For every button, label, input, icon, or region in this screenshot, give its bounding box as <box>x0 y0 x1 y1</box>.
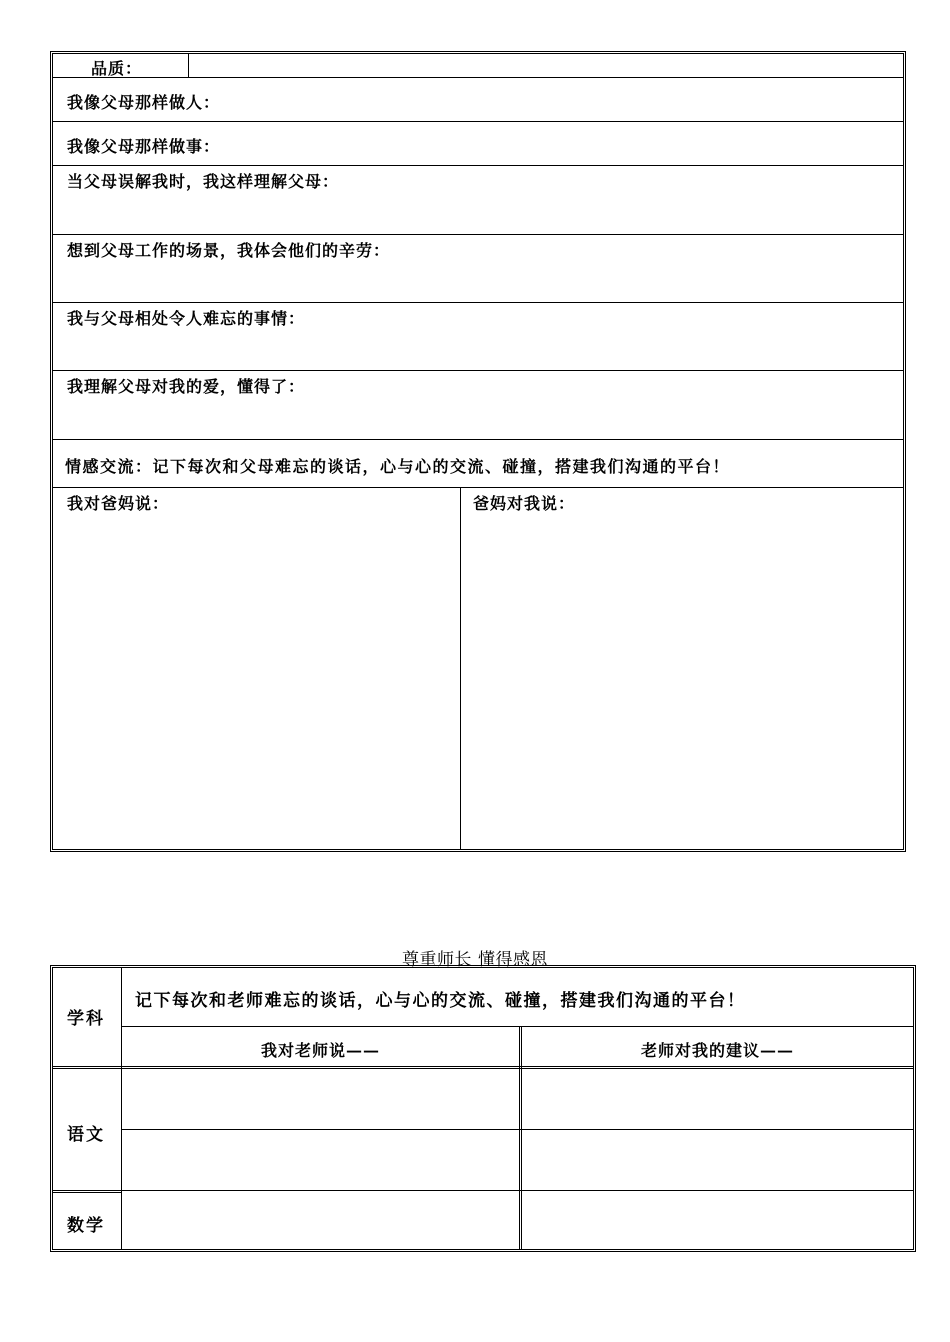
prompt-row[interactable] <box>53 371 903 440</box>
col-header-right: 老师对我的建议—— <box>640 1041 794 1060</box>
parent-talk-cell-right[interactable] <box>461 488 903 849</box>
prompt-text: 我与父母相处令人难忘的事情： <box>67 309 306 328</box>
subject-header-cell <box>53 968 121 1065</box>
prompt-text: 想到父母工作的场景，我体会他们的辛劳： <box>67 241 391 260</box>
prompt-row[interactable] <box>53 166 903 235</box>
subject-cell-chinese <box>53 1069 121 1190</box>
exchange-area <box>53 488 903 849</box>
entry-cell[interactable] <box>522 1191 913 1249</box>
parent-talk-cell-left[interactable] <box>53 488 460 849</box>
grid-line <box>519 1026 522 1249</box>
prompt-row[interactable] <box>53 303 903 371</box>
prompt-text: 我像父母那样做事： <box>67 137 221 156</box>
parents-table <box>50 51 906 852</box>
prompt-text: 我理解父母对我的爱，懂得了： <box>67 377 306 396</box>
entry-cell[interactable] <box>122 1130 519 1190</box>
grid-line <box>53 1190 121 1193</box>
left-col-label: 我对爸妈说： <box>67 494 170 513</box>
subject-cell-math <box>53 1193 121 1249</box>
col-header-left-cell <box>122 1027 519 1066</box>
col-header-right-cell <box>522 1027 913 1066</box>
grid-line <box>121 1129 913 1130</box>
section-title: 尊重师长 懂得感恩 <box>402 950 548 970</box>
prompt-row[interactable] <box>53 122 903 166</box>
instruction-text: 记下每次和老师难忘的谈话，心与心的交流、碰撞，搭建我们沟通的平台！ <box>135 991 746 1011</box>
prompt-text: 当父母误解我时，我这样理解父母： <box>67 172 340 191</box>
prompt-text: 我像父母那样做人： <box>67 93 221 112</box>
entry-cell[interactable] <box>522 1069 913 1129</box>
entry-cell[interactable] <box>122 1191 519 1249</box>
prompt-row[interactable] <box>53 235 903 303</box>
instruction-cell <box>122 968 913 1026</box>
right-col-label: 爸妈对我说： <box>473 494 576 513</box>
subject-label: 数学 <box>67 1216 105 1236</box>
quality-row <box>53 54 903 78</box>
teachers-table <box>50 965 916 1252</box>
subject-label: 语文 <box>67 1125 105 1145</box>
col-header-left: 我对老师说—— <box>260 1041 380 1060</box>
grid-line <box>121 1026 913 1027</box>
prompt-row[interactable] <box>53 78 903 122</box>
entry-cell[interactable] <box>122 1069 519 1129</box>
quality-label: 品质： <box>91 59 143 78</box>
grid-line <box>53 1066 913 1069</box>
grid-line <box>121 1190 913 1191</box>
subject-header: 学科 <box>67 1009 105 1029</box>
exchange-title: 情感交流：记下每次和父母难忘的谈话，心与心的交流、碰撞，搭建我们沟通的平台！ <box>65 457 731 476</box>
exchange-title-row <box>53 440 903 488</box>
grid-line <box>121 968 122 1249</box>
quality-input-cell[interactable] <box>189 54 903 77</box>
entry-cell[interactable] <box>522 1130 913 1190</box>
